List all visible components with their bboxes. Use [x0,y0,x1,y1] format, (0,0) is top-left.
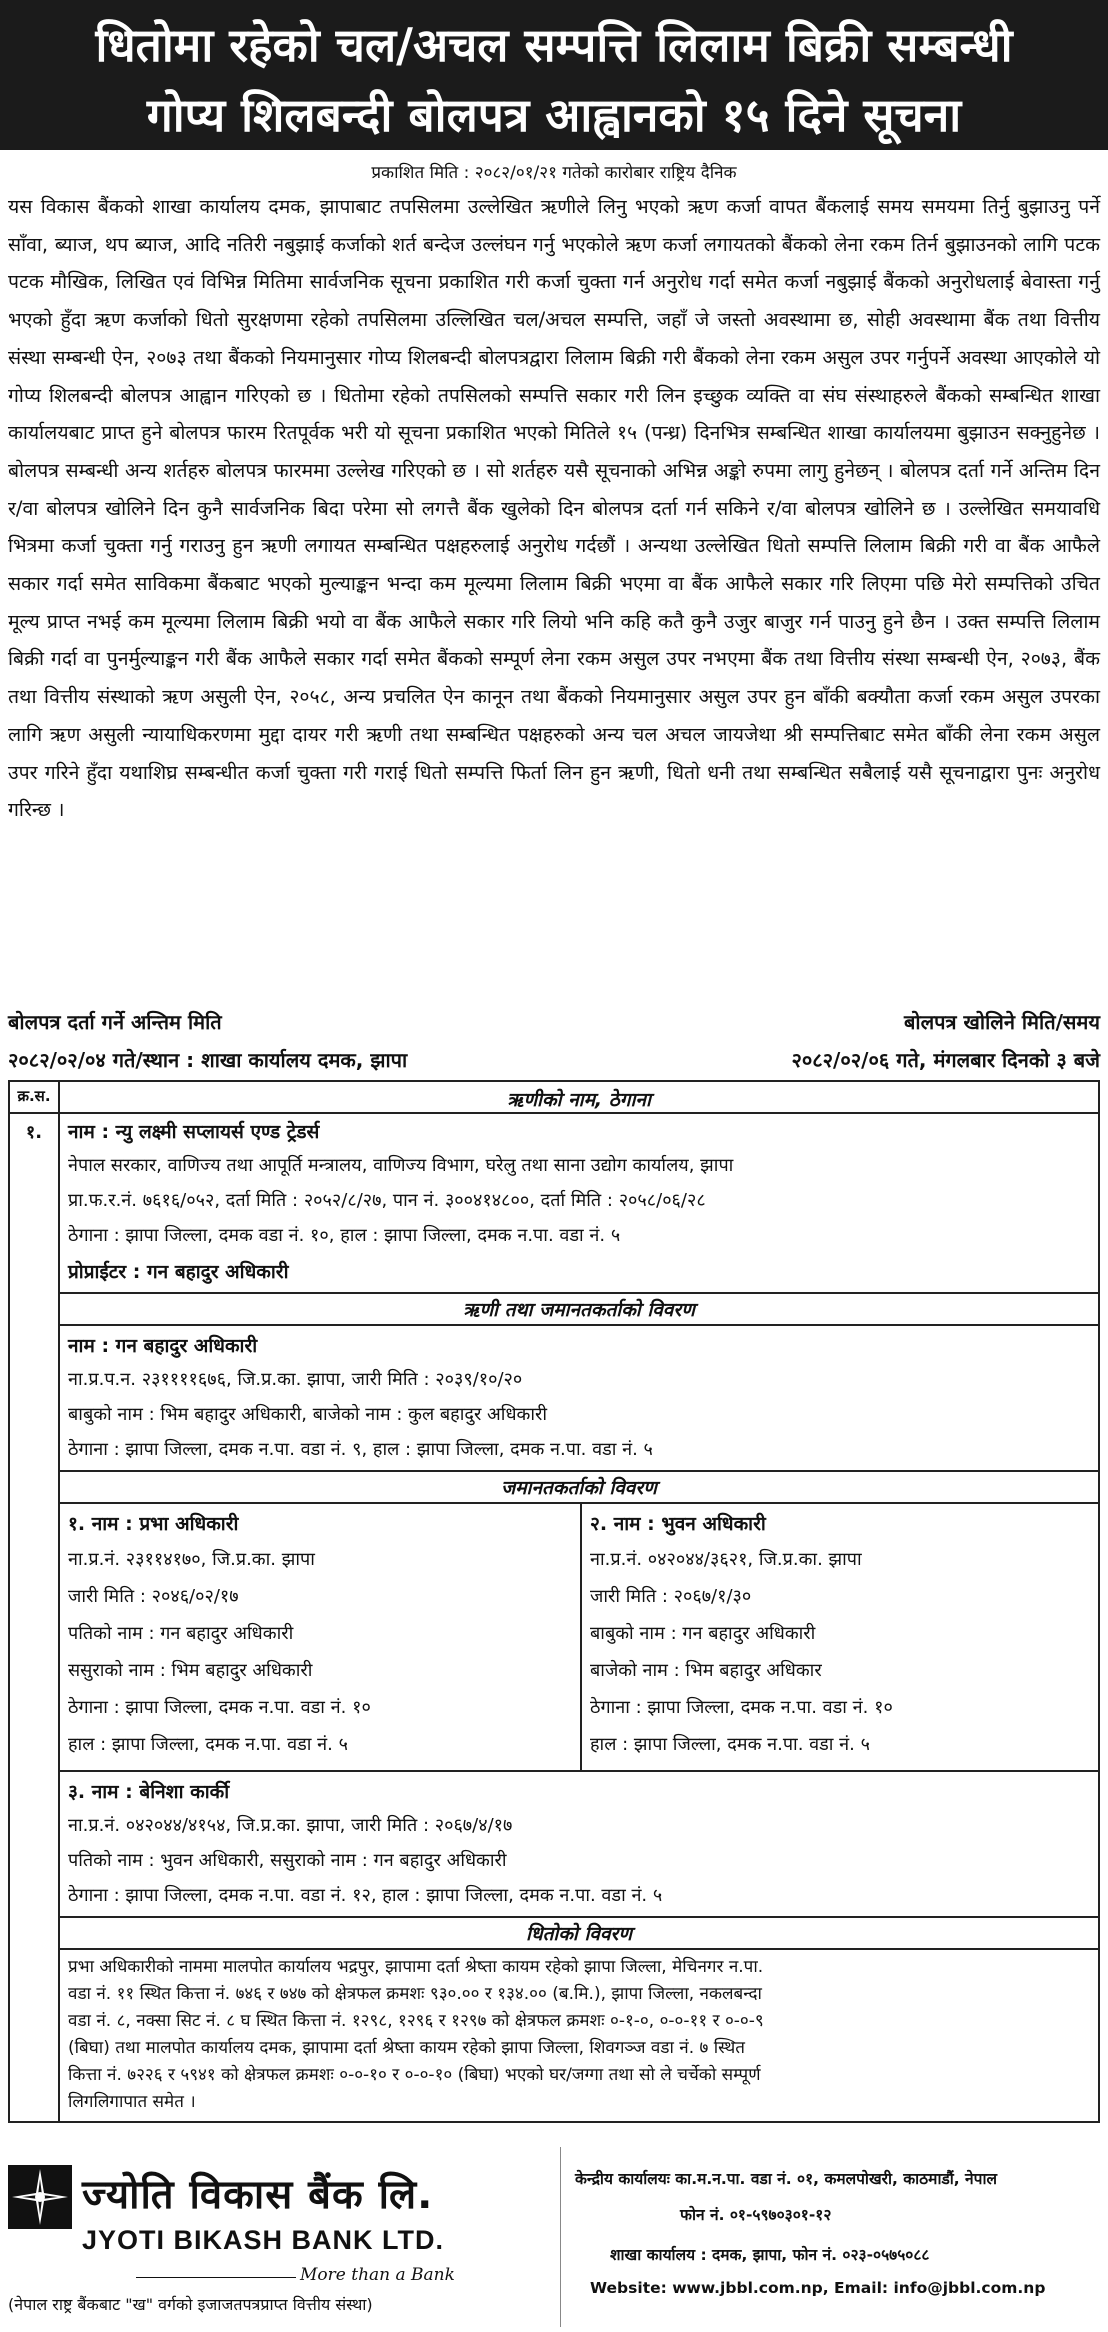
guarantor2-issue-date: जारी मिति : २०६७/१/३० [590,1586,752,1607]
sn-header: क्र.स. [17,1087,51,1105]
rule-2 [58,1324,1098,1326]
bank-footer [0,2125,1108,2332]
guarantor1-citizenship: ना.प्र.नं. २३११४१७०, जि.प्र.का. झापा [68,1549,315,1570]
guarantor-main-address: ठेगाना : झापा जिल्ला, दमक न.पा. वडा नं. ९, हाल : झापा जिल्ला, दमक न.पा. वडा नं. ५ [68,1439,653,1460]
guarantor2-current-address: हाल : झापा जिल्ला, दमक न.पा. वडा नं. ५ [590,1734,870,1755]
collateral-line-3: वडा नं. ८, नक्सा सिट नं. ८ घ स्थित कित्ता नं. १२९८, १२९६ र १२९७ को क्षेत्रफल क्रमशः ०-१-०, ०-०-११ र ०-०-९ [68,2011,764,2031]
bank-license-note: (नेपाल राष्ट्र बैंकबाट "ख" वर्गको इजाजतपत्रप्राप्त वित्तीय संस्था) [8,2295,373,2314]
guarantor1-father-in-law: ससुराको नाम : भिम बहादुर अधिकारी [68,1660,313,1681]
borrower-registration-office: नेपाल सरकार, वाणिज्य तथा आपूर्ति मन्त्रालय, वाणिज्य विभाग, घरेलु तथा साना उद्योग कार्यालय, झापा [68,1155,734,1176]
guarantor1-husband: पतिको नाम : गन बहादुर अधिकारी [68,1623,294,1644]
bank-tagline: More than a Bank [300,2265,455,2285]
collateral-line-2: वडा नं. ११ स्थित कित्ता नं. ७४६ र ७४७ को क्षेत्रफल क्रमशः ९३०.०० र १३४.०० (ब.मि.), झापा जिल्ला, नकलबन्दा [68,1984,762,2004]
rule-5 [58,1770,1098,1772]
borrower-registration-no: प्रा.फ.र.नं. ७६१६/०५२, दर्ता मिति : २०५२/८/२७, पान नं. ३००४१४८००, दर्ता मिति : २०५८/०६/२८ [68,1190,706,1211]
opening-date-value: २०८२/०२/०६ गते, मंगलबार दिनको ३ बजे [791,1048,1100,1072]
rule-4 [58,1502,1098,1504]
registration-deadline-label: बोलपत्र दर्ता गर्ने अन्तिम मिति [8,1010,222,1034]
borrower-details-table [8,1080,1100,2123]
bank-name-english: JYOTI BIKASH BANK LTD. [82,2225,445,2255]
guarantor2-father: बाबुको नाम : गन बहादुर अधिकारी [590,1623,816,1644]
guarantor2-name: २. नाम : भुवन अधिकारी [590,1513,766,1535]
borrower-address: ठेगाना : झापा जिल्ला, दमक वडा नं. १०, हाल : झापा जिल्ला, दमक न.पा. वडा नं. ५ [68,1225,621,1246]
guarantor-column-divider [580,1502,582,1770]
guarantor-main-parents: बाबुको नाम : भिम बहादुर अधिकारी, बाजेको नाम : कुल बहादुर अधिकारी [68,1404,548,1425]
borrower-proprietor: प्रोप्राईटर : गन बहादुर अधिकारी [68,1261,289,1283]
guarantor1-name: १. नाम : प्रभा अधिकारी [68,1513,239,1535]
rule-3 [58,1470,1098,1472]
rule-1 [58,1292,1098,1294]
collateral-header: धितोको विवरण [525,1923,633,1945]
guarantors-header: जमानतकर्ताको विवरण [501,1477,657,1499]
opening-date-label: बोलपत्र खोलिने मिति/समय [904,1010,1100,1034]
collateral-line-5: कित्ता नं. ७२२६ र ५९४१ को क्षेत्रफल क्रमशः ०-०-१० र ०-०-१० (बिघा) भएको घर/जग्गा तथा सो ले चर्चेको सम्पूर्ण [68,2065,761,2085]
website-email[interactable]: Website: www.jbbl.com.np, Email: info@jbbl.com.np [590,2279,1046,2297]
tagline-rule [136,2277,296,2278]
guarantor3-relations: पतिको नाम : भुवन अधिकारी, ससुराको नाम : गन बहादुर अधिकारी [68,1850,507,1871]
guarantor2-address: ठेगाना : झापा जिल्ला, दमक न.पा. वडा नं. १० [590,1697,893,1718]
guarantor3-name: ३. नाम : बेनिशा कार्की [68,1781,230,1803]
guarantor2-citizenship: ना.प्र.नं. ०४२०४४/३६२१, जि.प्र.का. झापा [590,1549,862,1570]
guarantor2-grandfather: बाजेको नाम : भिम बहादुर अधिकार [590,1660,822,1681]
collateral-line-4: (बिघा) तथा मालपोत कार्यालय दमक, झापामा दर्ता श्रेष्ता कायम रहेको झापा जिल्ला, शिवगञ्ज वडा नं. ७ स्थित [68,2038,745,2058]
notice-body-text: यस विकास बैंकको शाखा कार्यालय दमक, झापाबाट तपसिलमा उल्लेखित ऋणीले लिनु भएको ऋण कर्जा वापत बैंकलाई समय समयमा तिर्नु बुझाउनु पर्ने साँवा, ब्याज, थप ब्याज, आदि नतिरी नबुझाई कर्जाको शर्त बन्देज उल्लंघन गर्नु भएकोले ऋण कर्जा लगायतको बैंकको लेना रकम तिर्न बुझाउनको लागि पटक पटक मौखिक, लिखित एवं विभिन्न मितिमा सार्वजनिक सूचना प्रकाशित गरी कर्जा चुक्ता गर्न अनुरोध गर्दा समेत कर्जा नबुझाई बैंकको अनुरोधलाई बेवास्ता गर्नु भएको हुँदा ऋण कर्जाको धितो सुरक्षणमा रहेको तपसिलमा उल्लिखित चल/अचल सम्पत्ति, जहाँ जे जस्तो अवस्थामा छ, सोही अवस्थामा बैंक तथा वित्तीय संस्था सम्बन्धी ऐन, २०७३ तथा बैंकको नियमानुसार गोप्य शिलबन्दी बोलपत्रद्वारा लिलाम बिक्री गरी बैंकको लेना रकम असुल उपर गर्नुपर्ने अवस्था आएकोले यो गोप्य शिलबन्दी बोलपत्र आह्वान गरिएको छ । धितोमा रहेको तपसिलको सम्पत्ति सकार गरी लिन इच्छुक व्यक्ति वा संघ संस्थाहरुले बैंकको सम्बन्धित शाखा कार्यालयबाट प्राप्त हुने बोलपत्र फारम रितपूर्वक भरी यो सूचना प्रकाशित भएको मितिले १५ (पन्ध्र) दिनभित्र सम्बन्धित शाखा कार्यालयमा बुझाउन सक्नुहुनेछ । बोलपत्र सम्बन्धी अन्य शर्तहरु बोलपत्र फारममा उल्लेख गरिएको छ । सो शर्तहरु यसै सूचनाको अभिन्न अङ्को रुपमा लागु हुनेछन् । बोलपत्र दर्ता गर्ने अन्तिम दिन र/वा बोलपत्र खोलिने दिन कुनै सार्वजनिक बिदा परेमा सो लगत्तै बैंक खुलेको दिन बोलपत्र दर्ता गर्न सकिने र/वा बोलपत्र खोलिने छ । उल्लेखित समयावधि भित्रमा कर्जा चुक्ता गर्नु गराउनु हुन ऋणी लगायत सम्बन्धित पक्षहरुलाई अनुरोध गर्दछौं । अन्यथा उल्लेखित धितो सम्पत्ति लिलाम बिक्री गरी वा बैंक आफैले सकार गर्दा समेत साविकमा बैंकबाट भएको मुल्याङ्कन भन्दा कम मूल्यमा लिलाम बिक्री भएमा वा बैंक आफैले सकार गरि लिएमा पछि मेरो सम्पत्तिको उचित मूल्य प्राप्त नभई कम मूल्यमा लिलाम बिक्री भयो वा बैंक आफैले सकार गरि लियो भनि कहि कतै कुनै उजुर बाजुर गर्न पाउनु हुने छैन । उक्त सम्पत्ति लिलाम बिक्री गर्दा वा पुनर्मुल्याङ्कन गरी बैंक आफैले सकार गर्दा समेत बैंकको सम्पूर्ण लेना रकम असुल उपर नभएमा बैंक तथा वित्तीय संस्था सम्बन्धी ऐन, २०७३, बैंक तथा वित्तीय संस्थाको ऋण असुली ऐन, २०५८, अन्य प्रचलित ऐन कानून तथा बैंकको नियमानुसार असुल उपर हुन बाँकी बक्यौता कर्जा रकम असुल उपरका लागि ऋण असुली न्यायाधिकरणमा मुद्दा दायर गरी ऋणी तथा सम्बन्धित पक्षहरुको अन्य चल अचल जायजेथा श्री सम्पत्तिबाट समेत बाँकी लेना रकम असुल उपर गरिने हुँदा यथाशिघ्र सम्बन्धीत कर्जा चुक्ता गरी गराई धितो सम्पत्ति फिर्ता लिन हुन ऋणी, धितो धनी तथा सम्बन्धित सबैलाई यसै सूचनाद्वारा पुनः अनुरोध गरिन्छ । [8,195,1100,822]
guarantor1-current-address: हाल : झापा जिल्ला, दमक न.पा. वडा नं. ५ [68,1734,348,1755]
published-date: प्रकाशित मिति : २०८२/०१/२१ गतेको कारोबार राष्ट्रिय दैनिक [371,163,737,183]
notice-title-line2: गोप्य शिलबन्दी बोलपत्र आह्वानको १५ दिने सूचना [146,88,962,142]
head-office-phone: फोन नं. ०१-५९७०३०१-१२ [680,2206,832,2224]
guarantor3-address: ठेगाना : झापा जिल्ला, दमक न.पा. वडा नं. १२, हाल : झापा जिल्ला, दमक न.पा. वडा नं. ५ [68,1885,663,1906]
branch-office-info: शाखा कार्यालय : दमक, झापा, फोन नं. ०२३-०५७५०८८ [610,2246,930,2264]
guarantor1-address: ठेगाना : झापा जिल्ला, दमक न.पा. वडा नं. १० [68,1697,371,1718]
table-header-rule [10,1112,1098,1114]
notice-title-line1: धितोमा रहेको चल/अचल सम्पत्ति लिलाम बिक्री सम्बन्धी [95,18,1013,72]
bank-name-nepali: ज्योति विकास बैंक लि. [82,2172,434,2218]
notice-header [0,0,1108,150]
borrower-guarantor-header: ऋणी तथा जमानतकर्ताको विवरण [463,1299,695,1321]
rule-6 [58,1916,1098,1918]
table-sn-divider [58,1082,60,2121]
guarantor3-citizenship: ना.प्र.नं. ०४२०४४/४१५४, जि.प्र.का. झापा, जारी मिति : २०६७/४/१७ [68,1815,513,1836]
guarantor-main-name: नाम : गन बहादुर अधिकारी [68,1335,258,1357]
registration-deadline-value: २०८२/०२/०४ गते/स्थान : शाखा कार्यालय दमक, झापा [8,1048,408,1072]
collateral-line-1: प्रभा अधिकारीको नाममा मालपोत कार्यालय भद्रपुर, झापामा दर्ता श्रेष्ता कायम रहेको झापा जिल्ला, मेचिनगर न.पा. [68,1957,764,1977]
guarantor1-issue-date: जारी मिति : २०४६/०२/१७ [68,1586,239,1607]
guarantor-main-citizenship: ना.प्र.प.न. २३११११६७६, जि.प्र.का. झापा, जारी मिति : २०३९/१०/२० [68,1369,523,1390]
footer-divider [560,2147,561,2327]
row-sn: १. [25,1122,43,1143]
borrower-name: नाम : न्यु लक्ष्मी सप्लायर्स एण्ड ट्रेडर्स [68,1121,320,1143]
jbbl-star-logo-icon [8,2165,72,2229]
collateral-line-6: लिगलिगापात समेत । [68,2092,196,2112]
rule-7 [58,1948,1098,1950]
borrower-name-header: ऋणीको नाम, ठेगाना [507,1089,651,1111]
head-office-address: केन्द्रीय कार्यालयः का.म.न.पा. वडा नं. ०१, कमलपोखरी, काठमाडौं, नेपाल [575,2170,997,2188]
